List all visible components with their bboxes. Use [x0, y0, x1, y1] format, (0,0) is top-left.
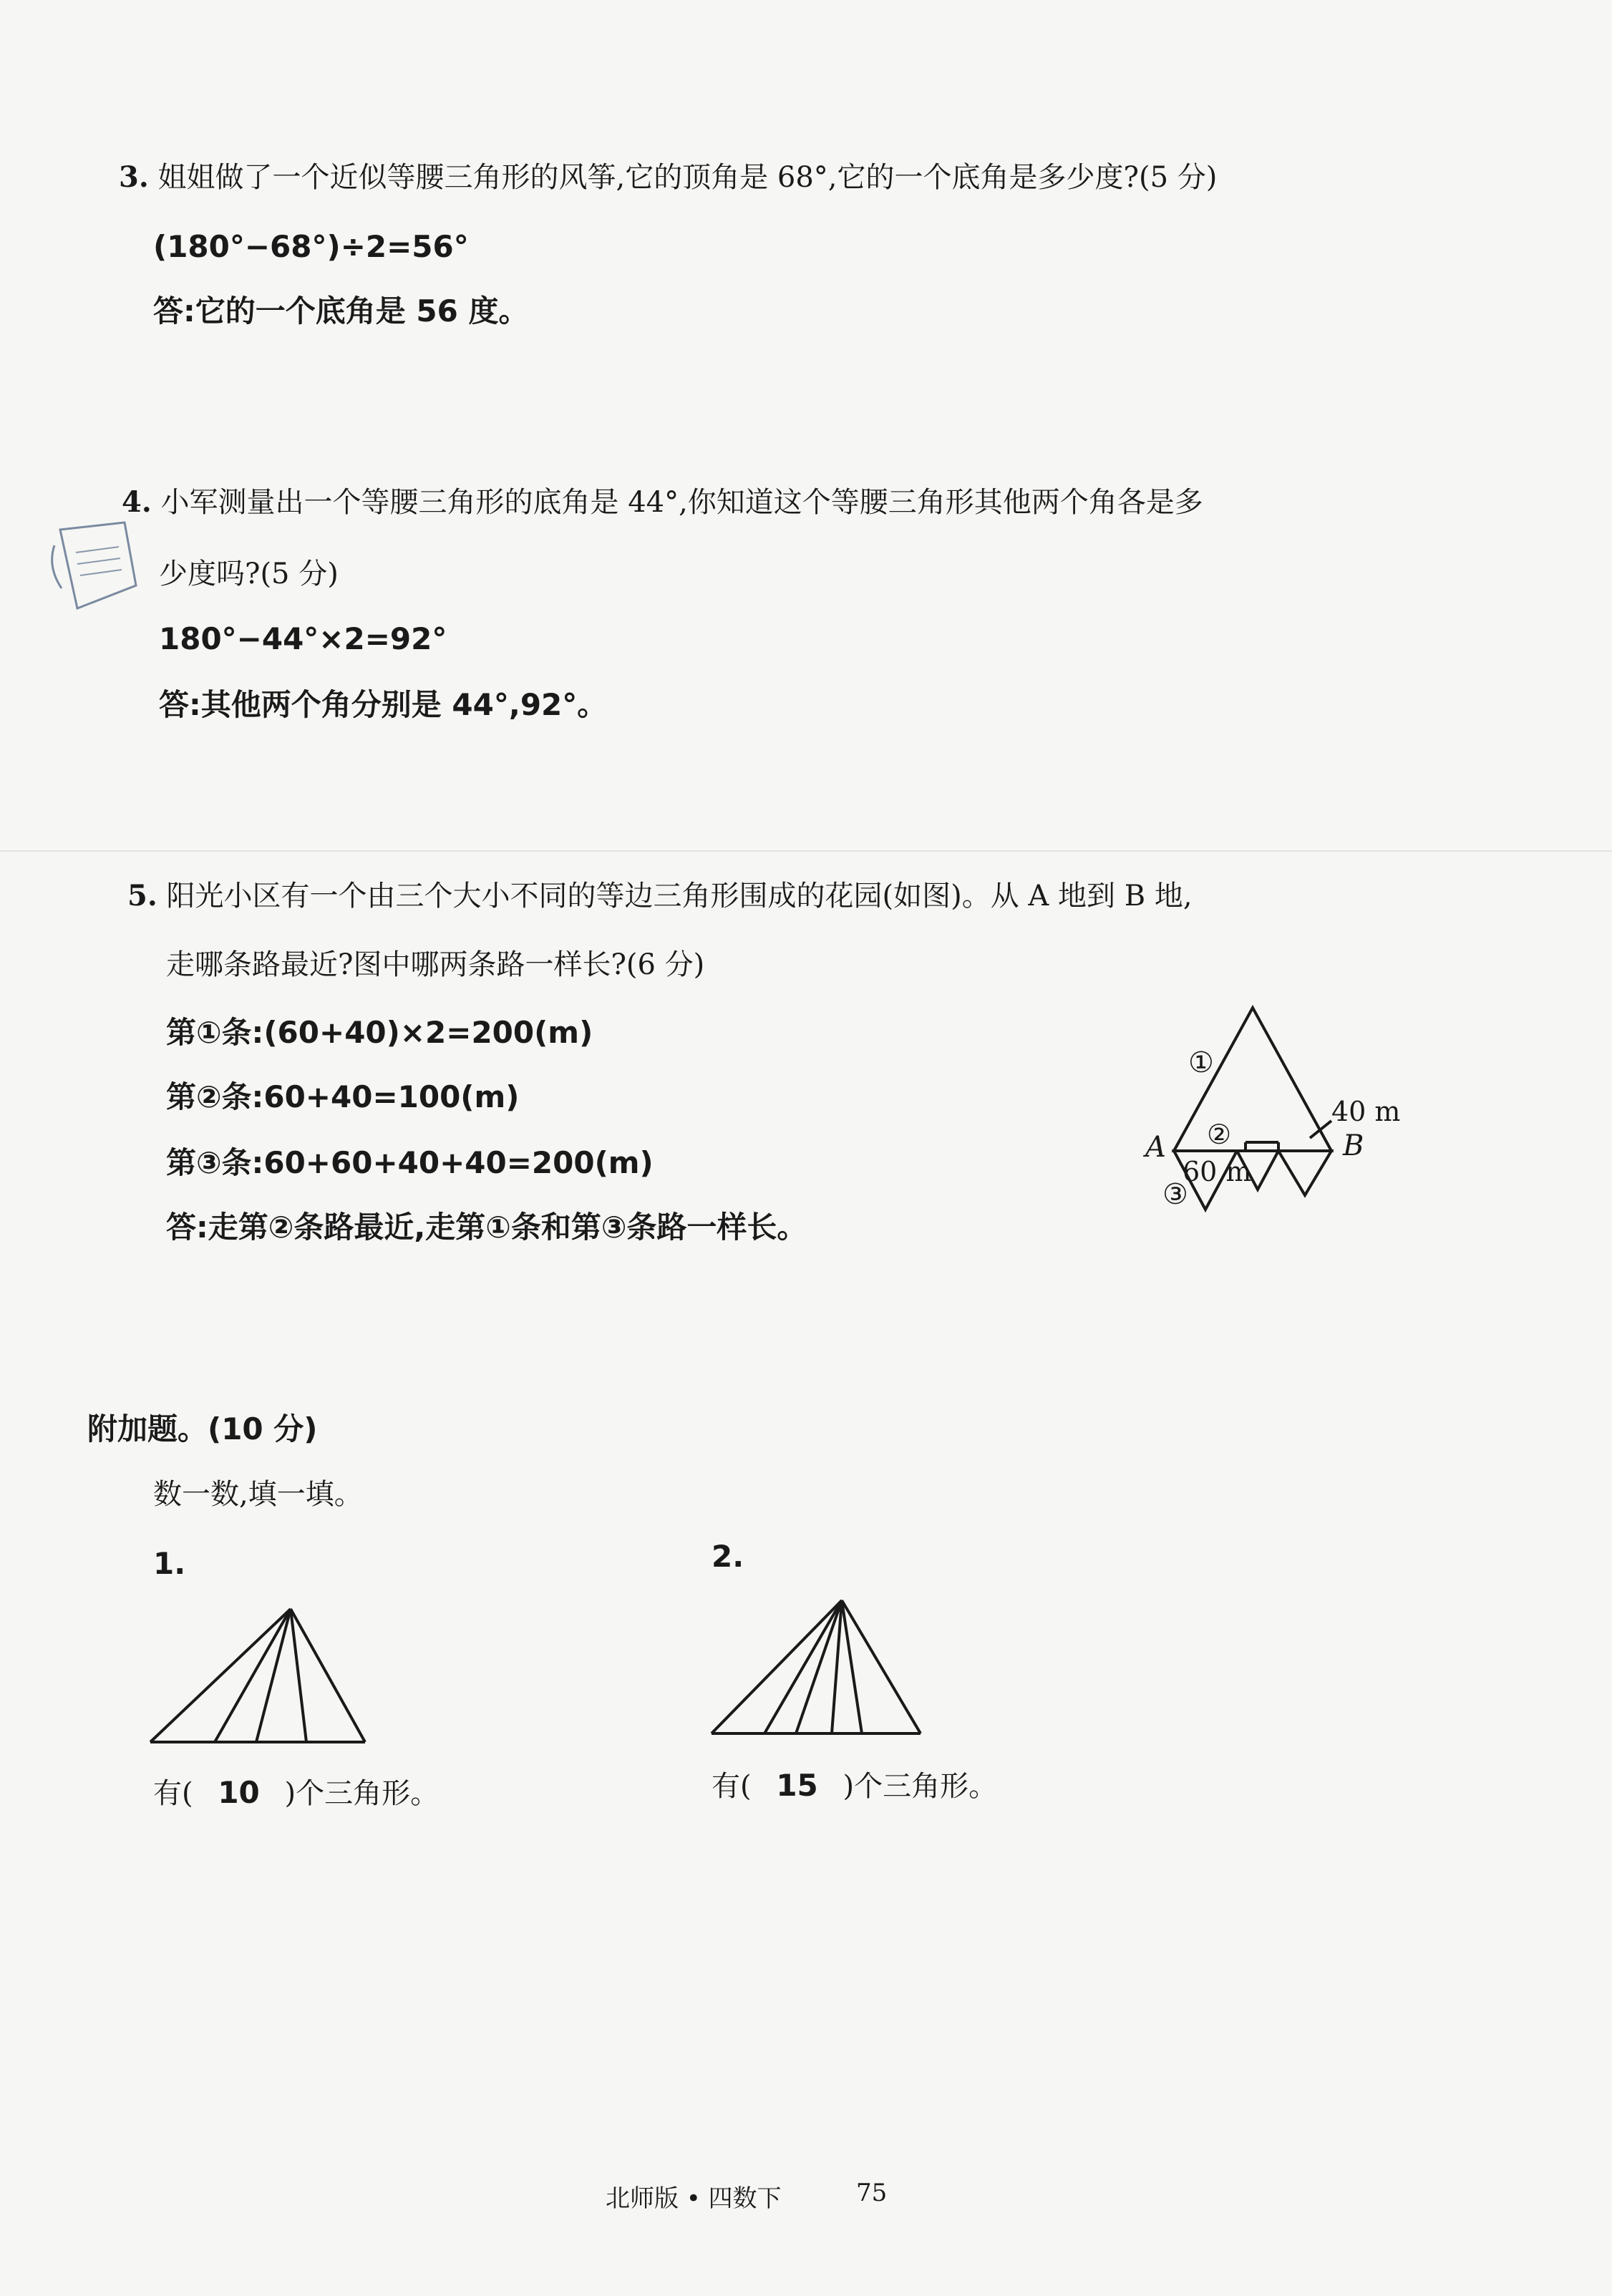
question-3	[119, 160, 1218, 194]
bonus-problem-1-answer	[153, 1775, 440, 1810]
question-4-answer: 答:其他两个角分别是 44°,92°。	[159, 687, 608, 722]
question-4-number: 4.	[122, 485, 152, 519]
question-5-number: 5.	[127, 879, 157, 913]
question-5-line1: 阳光小区有一个由三个大小不同的等边三角形围成的花园(如图)。从 A 地到 B 地,	[166, 880, 1193, 913]
page-number: 75	[856, 2179, 888, 2207]
path-3-label: ③	[1162, 1178, 1188, 1211]
answer-2-value: 15	[776, 1768, 818, 1803]
path-2-label: ②	[1207, 1119, 1232, 1150]
point-b-label: B	[1343, 1129, 1364, 1162]
bonus-problem-2-number: 2.	[712, 1539, 744, 1574]
garden-triangles-figure	[1117, 988, 1417, 1245]
question-5	[127, 879, 1193, 913]
question-5-line2: 走哪条路最近?图中哪两条路一样长?(6 分)	[166, 948, 705, 981]
answer-1-value: 10	[218, 1775, 260, 1810]
path-1-label: ①	[1188, 1046, 1214, 1079]
answer-2-suffix: )个三角形。	[843, 1770, 998, 1803]
answer-1-prefix: 有(	[153, 1777, 193, 1810]
footer-edition: 北师版 • 四数下	[606, 2184, 782, 2213]
question-3-work: (180°−68°)÷2=56°	[153, 229, 469, 264]
bonus-instruction: 数一数,填一填。	[153, 1478, 363, 1511]
question-5-answer: 答:走第②条路最近,走第①条和第③条路一样长。	[166, 1210, 807, 1245]
question-3-number: 3.	[119, 160, 149, 194]
question-3-answer: 答:它的一个底角是 56 度。	[153, 293, 529, 329]
answer-1-suffix: )个三角形。	[284, 1777, 440, 1810]
large-triangle-path-1	[1174, 1008, 1331, 1151]
bonus-problem-1-number: 1.	[153, 1546, 186, 1581]
answer-2-prefix: 有(	[712, 1770, 752, 1803]
small-triangle-right	[1278, 1151, 1331, 1195]
question-5-work-3: 第③条:60+60+40+40=200(m)	[166, 1145, 654, 1180]
question-3-text: 姐姐做了一个近似等腰三角形的风筝,它的顶角是 68°,它的一个底角是多少度?(5 分)	[157, 161, 1218, 194]
question-4-line1: 小军测量出一个等腰三角形的底角是 44°,你知道这个等腰三角形其他两个角各是多	[160, 486, 1203, 519]
question-4	[122, 485, 1203, 519]
bonus-problem-2-answer	[712, 1768, 998, 1803]
question-4-line2: 少度吗?(5 分)	[159, 558, 339, 590]
triangle-figure-1	[150, 1606, 372, 1749]
page-fold-line	[0, 850, 1612, 852]
triangle-figure-2	[712, 1597, 933, 1741]
question-4-work: 180°−44°×2=92°	[159, 621, 447, 656]
homework-stamp-logo	[40, 517, 142, 614]
bonus-title: 附加题。(10 分)	[87, 1411, 318, 1446]
length-40m-label: 40 m	[1331, 1096, 1401, 1127]
length-60m-label: 60 m	[1183, 1156, 1252, 1187]
point-a-label: A	[1145, 1131, 1166, 1164]
question-5-work-2: 第②条:60+40=100(m)	[166, 1079, 520, 1114]
question-5-work-1: 第①条:(60+40)×2=200(m)	[166, 1015, 593, 1050]
